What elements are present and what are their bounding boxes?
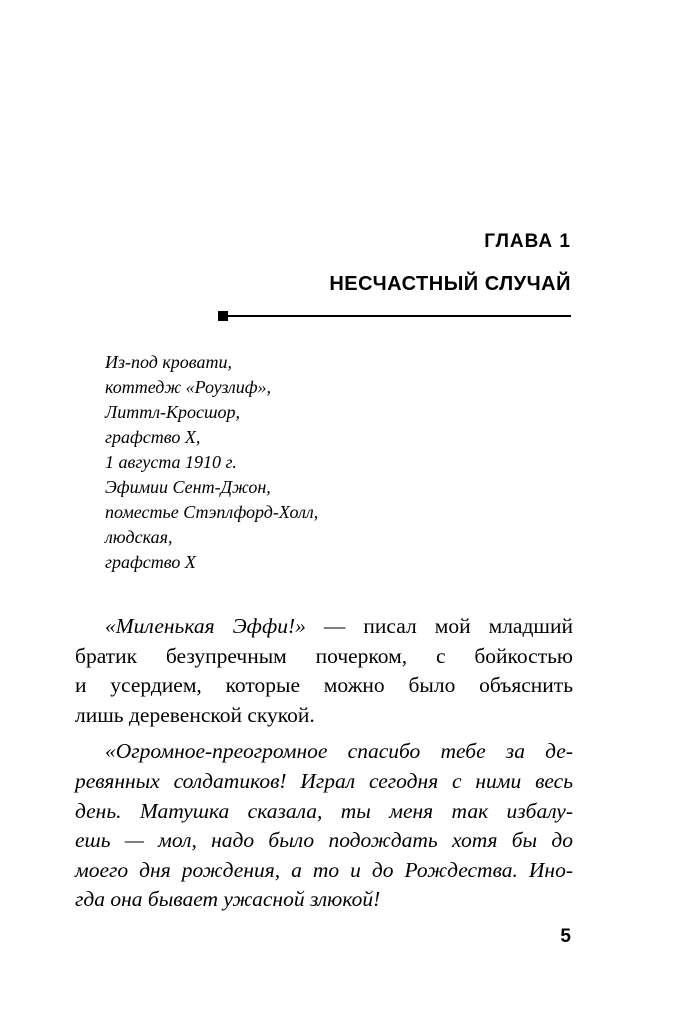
paragraph-line: и усердием, которые можно было объяснить [75, 673, 573, 698]
paragraph-line: гда она бывает ужасной злюкой! [75, 887, 381, 912]
address-line: графство X [105, 552, 196, 572]
address-line: Из-под кровати, [105, 352, 232, 372]
paragraph-line: ешь — мол, надо было подождать хотя бы до [75, 828, 573, 853]
quoted-greeting: «Миленькая Эффи!» [105, 614, 306, 638]
paragraph-2 [75, 737, 573, 915]
body-text [75, 612, 573, 915]
chapter-title: НЕСЧАСТНЫЙ СЛУЧАЙ [329, 273, 571, 295]
chapter-divider [226, 315, 571, 317]
chapter-number: ГЛАВА 1 [484, 231, 571, 252]
address-line: графство X, [105, 427, 201, 447]
address-line: поместье Стэплфорд-Холл, [105, 502, 319, 522]
divider-square-ornament [218, 311, 228, 321]
page-number: 5 [560, 926, 571, 947]
paragraph-line [75, 612, 573, 642]
paragraph-line: братик безупречным почерком, с бойкостью [75, 643, 573, 668]
address-line: коттедж «Роузлиф», [105, 377, 272, 397]
address-line: 1 августа 1910 г. [105, 452, 237, 472]
paragraph-line: ревянных солдатиков! Играл сегодня с ними весь [75, 768, 573, 793]
line-rest: — писал мой младший [305, 614, 573, 638]
paragraph-line: день. Матушка сказала, ты меня так избалу- [75, 798, 573, 823]
paragraph-line: моего дня рождения, а то и до Рождества. Ино- [75, 857, 573, 882]
letter-address-block [105, 350, 318, 575]
address-line: Эфимии Сент-Джон, [105, 477, 271, 497]
paragraph-line: «Огромное-преогромное спасибо тебе за де- [105, 739, 573, 764]
address-line: Литтл-Кросшор, [105, 402, 241, 422]
paragraph-line: лишь деревенской скукой. [75, 702, 315, 727]
address-line: людская, [105, 527, 173, 547]
paragraph-1 [75, 612, 573, 730]
